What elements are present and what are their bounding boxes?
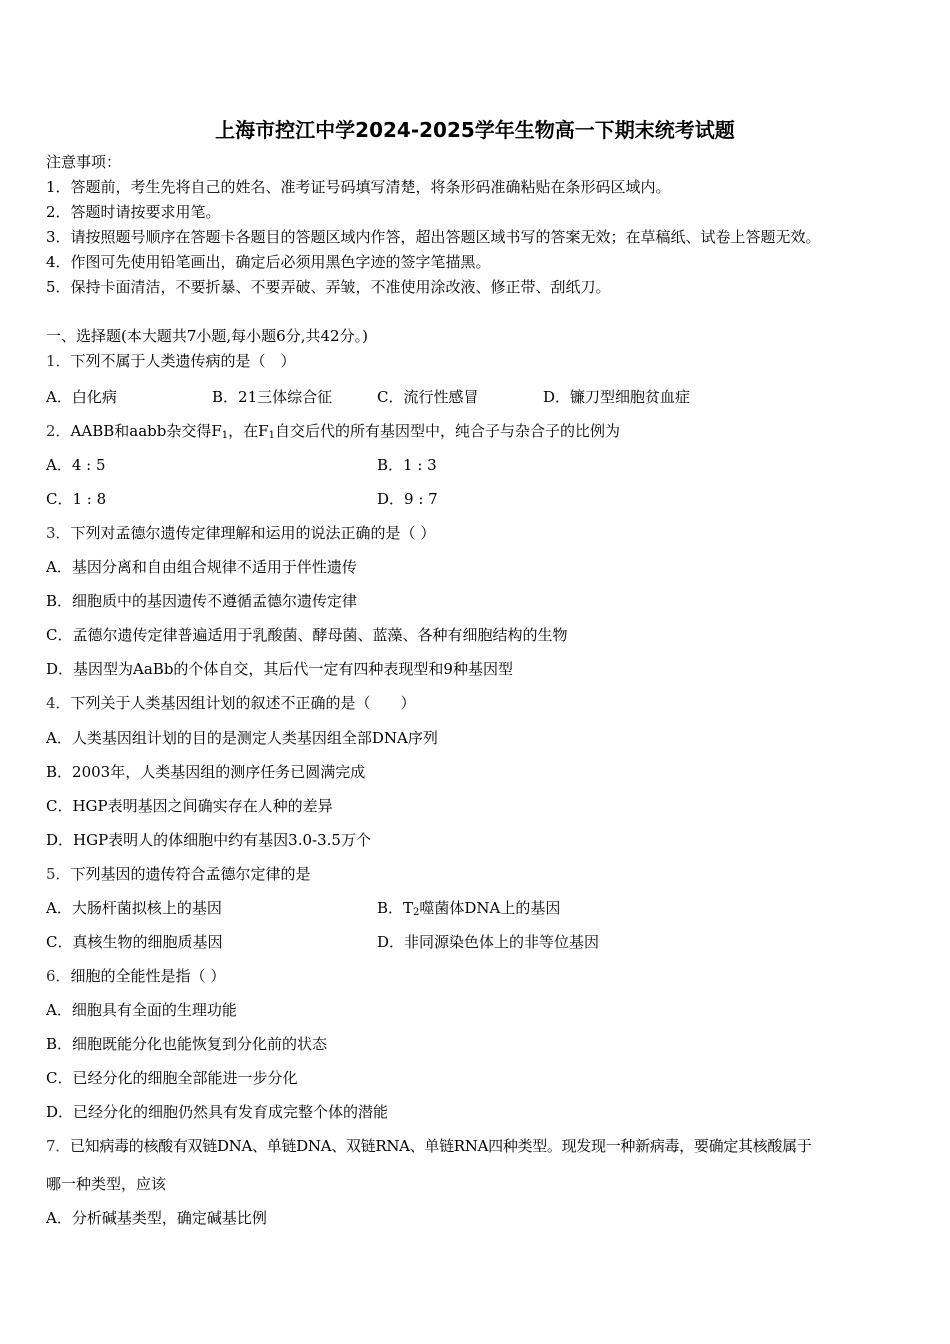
- q3-option-d: D．基因型为AaBb的个体自交，其后代一定有四种表现型和9种基因型: [46, 660, 513, 678]
- subscript: 1: [221, 430, 229, 441]
- notice-heading: 注意事项：: [46, 153, 122, 171]
- q4-option-c: C．HGP表明基因之间确实存在人种的差异: [46, 797, 333, 815]
- q2-option-a: A．4 : 5: [46, 456, 106, 474]
- question-number: 3．: [46, 524, 71, 542]
- question-number: 6．: [46, 967, 71, 985]
- notice-item-1: 1．答题前，考生先将自己的姓名、准考证号码填写清楚，将条形码准确粘贴在条形码区域内。: [46, 178, 671, 196]
- question-4: [46, 693, 416, 713]
- question-1: [46, 351, 296, 371]
- q5-option-b: [377, 898, 560, 923]
- q6-option-c: C．已经分化的细胞全部能进一步分化: [46, 1069, 298, 1087]
- page-title: 上海市控江中学2024-2025学年生物高一下期末统考试题: [215, 118, 735, 142]
- question-number: 7．: [46, 1137, 70, 1155]
- q5-option-d: D．非同源染色体上的非等位基因: [377, 933, 600, 951]
- question-3: [46, 523, 435, 543]
- notice-item-5: 5．保持卡面清洁，不要折暴、不要弄破、弄皱，不准使用涂改液、修正带、刮纸刀。: [46, 278, 611, 296]
- q5-option-c: C．真核生物的细胞质基因: [46, 933, 223, 951]
- q2-option-d: D．9 : 7: [377, 490, 438, 508]
- q1-option-d: D．镰刀型细胞贫血症: [543, 388, 691, 406]
- q3-option-b: B．细胞质中的基因遗传不遵循孟德尔遗传定律: [46, 592, 358, 610]
- question-stem-c: 自交后代的所有基因型中，纯合子与杂合子的比例为: [274, 422, 620, 440]
- question-stem: 细胞的全能性是指（ ）: [70, 967, 226, 985]
- q4-option-d: D．HGP表明人的体细胞中约有基因3.0-3.5万个: [46, 831, 371, 849]
- option-b-text: 噬菌体DNA上的基因: [419, 899, 561, 917]
- q2-option-b: B．1 : 3: [377, 456, 437, 474]
- section-heading: 一、选择题(本大题共7小题,每小题6分,共42分。): [46, 327, 368, 345]
- question-stem: 下列基因的遗传符合孟德尔定律的是: [70, 865, 311, 883]
- question-7-line-2: 哪一种类型，应该: [46, 1175, 167, 1193]
- question-stem-a: AABB和aabb杂交得F: [70, 422, 222, 440]
- question-6: [46, 966, 225, 986]
- q6-option-b: B．细胞既能分化也能恢复到分化前的状态: [46, 1035, 328, 1053]
- notice-item-4: 4．作图可先使用铅笔画出，确定后必须用黑色字迹的签字笔描黑。: [46, 253, 491, 271]
- q3-option-c: C．孟德尔遗传定律普遍适用于乳酸菌、酵母菌、蓝藻、各种有细胞结构的生物: [46, 626, 568, 644]
- subscript: 2: [413, 907, 420, 918]
- notice-item-2: 2．答题时请按要求用笔。: [46, 203, 221, 221]
- question-stem: 下列关于人类基因组计划的叙述不正确的是（ ）: [70, 694, 416, 712]
- q7-option-a: A．分析碱基类型，确定碱基比例: [46, 1209, 267, 1227]
- question-number: 2．: [46, 422, 71, 440]
- question-5: [46, 864, 311, 884]
- q4-option-a: A．人类基因组计划的目的是测定人类基因组全部DNA序列: [46, 729, 438, 747]
- q3-option-a: A．基因分离和自由组合规律不适用于伴性遗传: [46, 558, 357, 576]
- q6-option-a: A．细胞具有全面的生理功能: [46, 1001, 237, 1019]
- q1-option-c: C．流行性感冒: [377, 388, 479, 406]
- q6-option-d: D．已经分化的细胞仍然具有发育成完整个体的潜能: [46, 1103, 389, 1121]
- question-stem: 下列对孟德尔遗传定律理解和运用的说法正确的是（ ）: [70, 524, 436, 542]
- q1-option-a: A．白化病: [46, 388, 117, 406]
- q4-option-b: B．2003年，人类基因组的测序任务已圆满完成: [46, 763, 366, 781]
- question-7: [46, 1136, 812, 1156]
- question-stem: 已知病毒的核酸有双链DNA、单链DNA、双链RNA、单链RNA四种类型。现发现一种新病毒，要确定其核酸属于: [69, 1137, 812, 1155]
- q5-option-a: A．大肠杆菌拟核上的基因: [46, 899, 222, 917]
- question-stem-b: ，在F: [228, 422, 269, 440]
- question-number: 5．: [46, 865, 71, 883]
- notice-item-3: 3．请按照题号顺序在答题卡各题目的答题区域内作答，超出答题区域书写的答案无效；在草稿纸、试卷上答题无效。: [46, 228, 821, 246]
- q2-option-c: C．1 : 8: [46, 490, 107, 508]
- option-b-prefix: B．T: [377, 899, 414, 917]
- q1-option-b: B．21三体综合征: [212, 388, 333, 406]
- question-number: 1．: [46, 352, 71, 370]
- question-stem: 下列不属于人类遗传病的是（ ）: [70, 352, 296, 370]
- question-2: [46, 421, 620, 446]
- question-number: 4．: [46, 694, 71, 712]
- subscript: 1: [268, 430, 275, 441]
